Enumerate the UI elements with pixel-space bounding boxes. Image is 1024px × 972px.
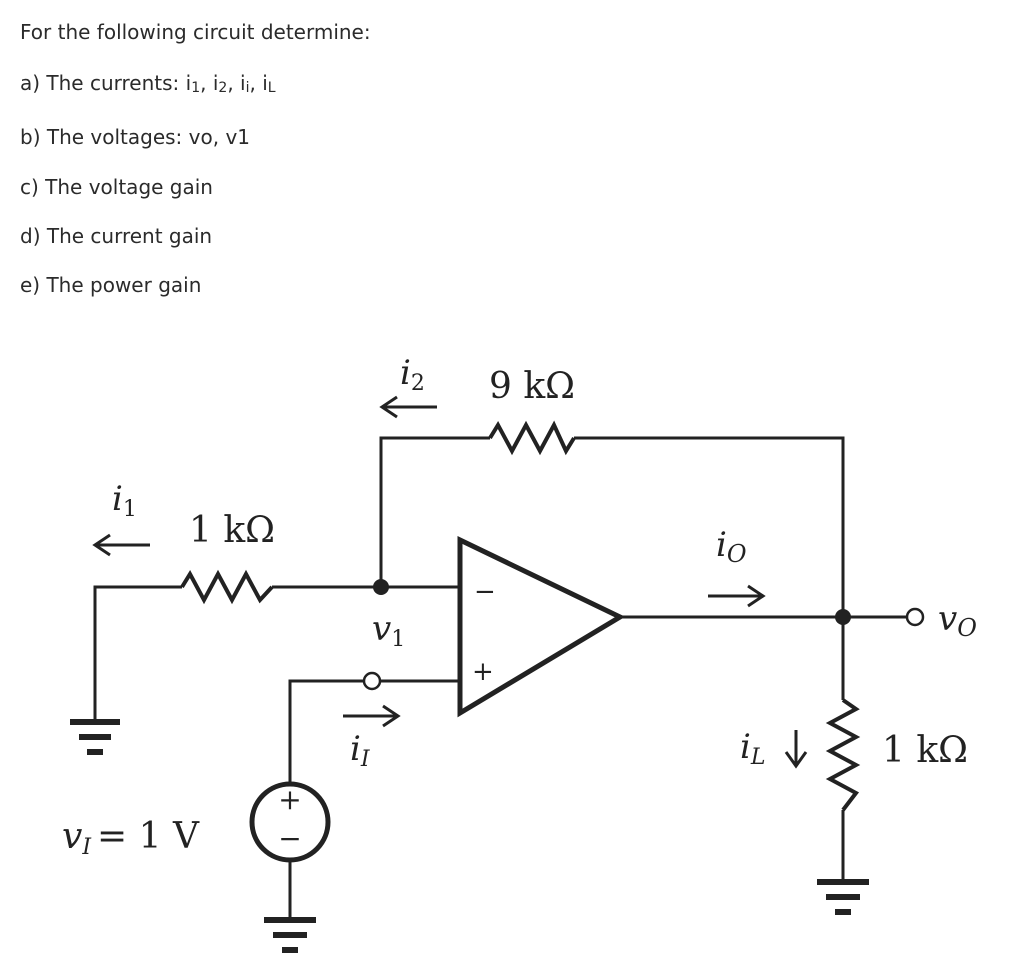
opamp-plus-label: + xyxy=(472,657,494,687)
label-i2: i2 xyxy=(400,353,425,396)
wire-feedback-right xyxy=(574,438,843,617)
label-r-feedback: 9 kΩ xyxy=(488,366,576,407)
current-ii: ii xyxy=(240,71,250,96)
label-io: iO xyxy=(716,525,747,568)
wire-input-branch xyxy=(95,587,182,720)
question-part-b: b) The voltages: vo, v1 xyxy=(20,125,250,149)
label-r-input: 1 kΩ xyxy=(188,510,276,551)
label-v1: v1 xyxy=(372,609,406,652)
source-minus-label: − xyxy=(278,822,302,855)
source-plus-label: + xyxy=(278,783,302,816)
arrow-io-icon xyxy=(708,586,763,606)
label-r-load: 1 kΩ xyxy=(882,730,969,771)
terminal-output xyxy=(907,609,923,625)
node-v1-dot xyxy=(373,579,389,595)
opamp-minus-label: − xyxy=(474,577,496,607)
question-part-e: e) The power gain xyxy=(20,273,202,297)
part-a-prefix: a) The currents: xyxy=(20,71,186,95)
ground-left-icon xyxy=(70,722,120,752)
resistor-load xyxy=(830,700,856,810)
arrow-ii-icon xyxy=(343,706,398,726)
label-i1: i1 xyxy=(112,479,137,522)
current-il: iL xyxy=(262,71,276,96)
current-i2: i2 xyxy=(212,71,228,96)
opamp-symbol xyxy=(460,540,620,713)
current-i1: i1 xyxy=(185,71,201,96)
terminal-noninverting xyxy=(364,673,380,689)
resistor-feedback xyxy=(490,425,574,451)
label-source: vI = 1 V xyxy=(62,816,199,860)
ground-load-icon xyxy=(817,882,869,912)
question-intro: For the following circuit determine: xyxy=(20,20,371,44)
node-output-dot xyxy=(835,609,851,625)
label-ii: iI xyxy=(350,729,370,772)
resistor-input xyxy=(182,574,272,600)
label-il: iL xyxy=(740,727,766,770)
arrow-i1-icon xyxy=(95,535,150,555)
question-part-a: a) The currents: i1, i2, ii, iL xyxy=(20,71,276,96)
question-part-d: d) The current gain xyxy=(20,224,213,248)
arrow-i2-icon xyxy=(382,397,437,417)
label-vo: vO xyxy=(938,599,977,642)
arrow-il-icon xyxy=(786,730,806,766)
question-part-c: c) The voltage gain xyxy=(20,175,213,199)
ground-source-icon xyxy=(264,920,316,950)
